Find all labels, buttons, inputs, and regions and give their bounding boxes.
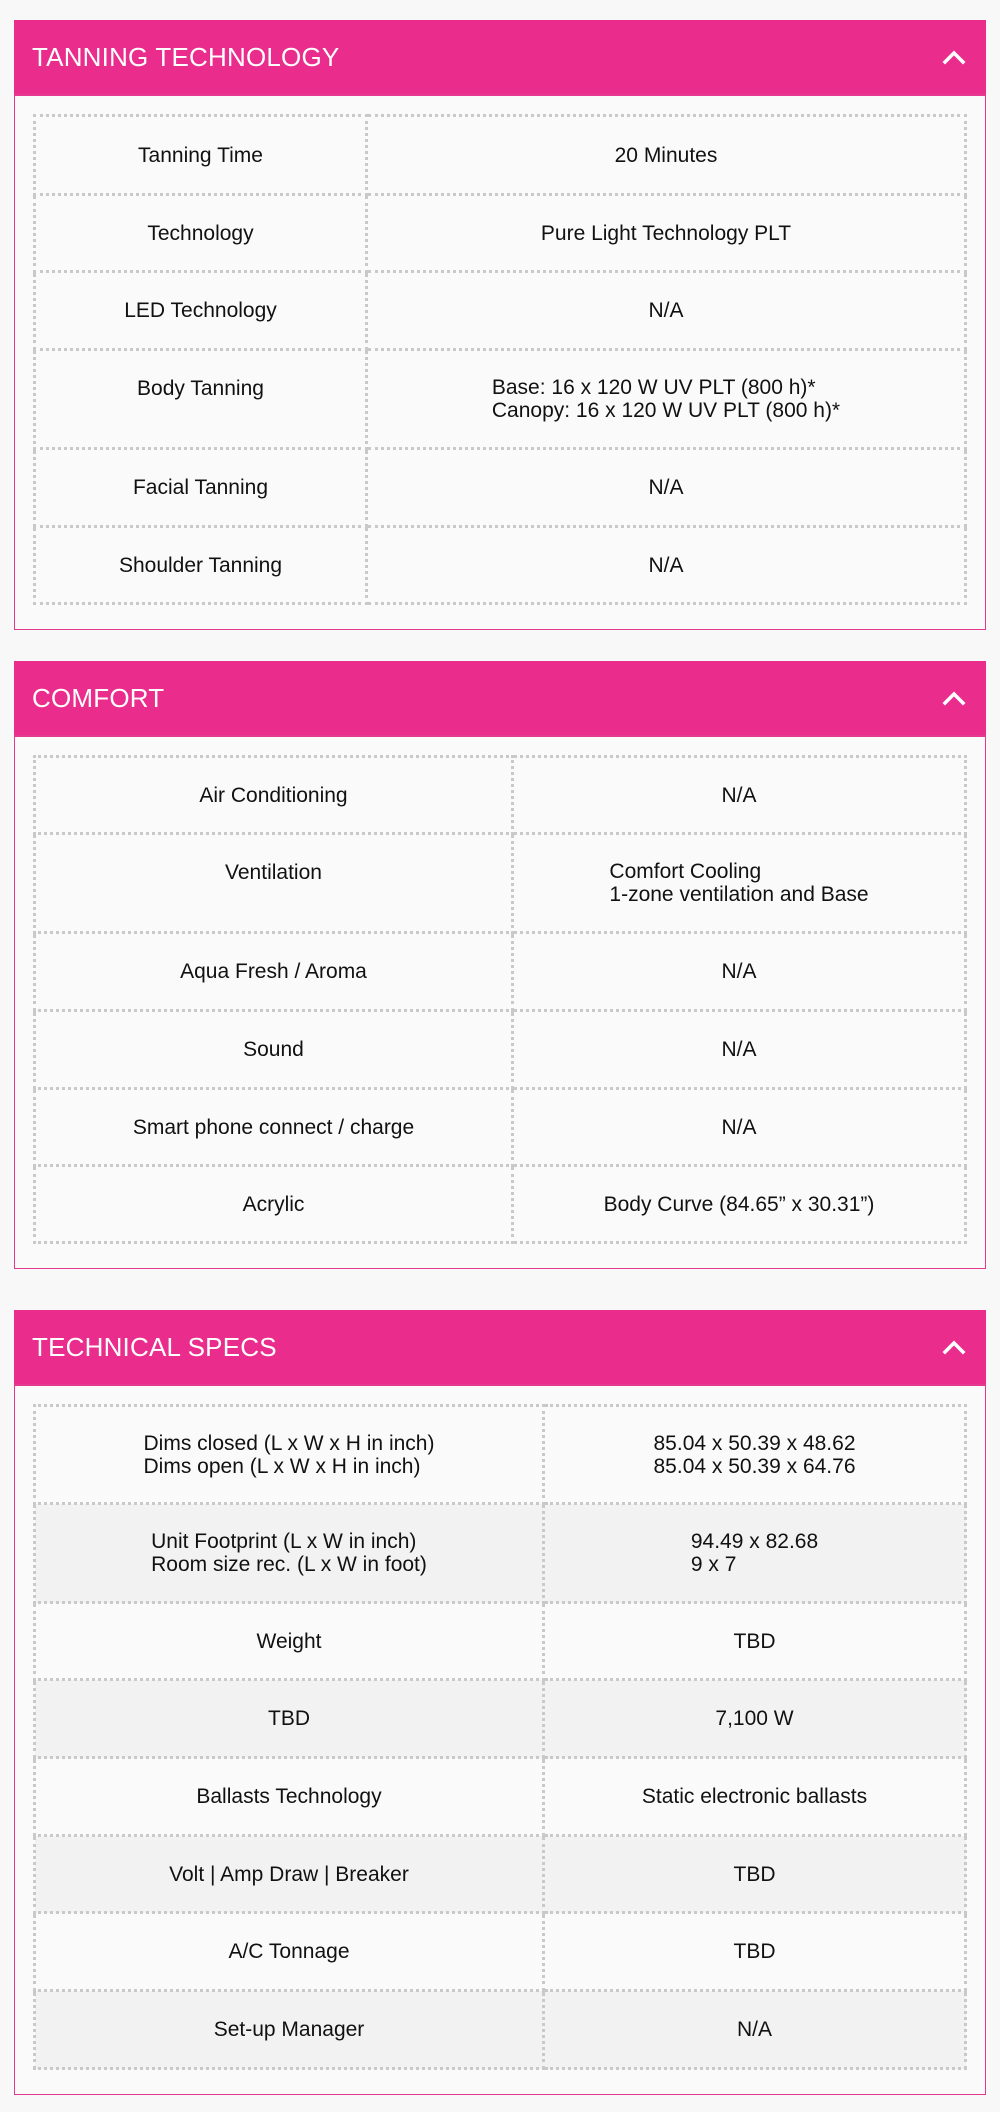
- table-row: [35, 1836, 966, 1913]
- spec-value: N/A: [513, 1011, 966, 1089]
- section-title: TECHNICAL SPECS: [32, 1331, 277, 1362]
- section-header-tanning-technology[interactable]: [14, 20, 986, 94]
- section-header-technical-specs[interactable]: [14, 1310, 986, 1384]
- spec-label: Ballasts Technology: [35, 1758, 544, 1836]
- spec-label-line: Dims closed (L x W x H in inch): [143, 1431, 435, 1455]
- table-row: [35, 1603, 966, 1680]
- spec-label: Weight: [35, 1603, 544, 1680]
- spec-label: TBD: [35, 1680, 544, 1758]
- spec-value: N/A: [513, 933, 966, 1011]
- spec-value: [544, 1504, 966, 1603]
- spec-label: Volt | Amp Draw | Breaker: [35, 1836, 544, 1913]
- table-row: [35, 1758, 966, 1836]
- spec-label: Shoulder Tanning: [35, 527, 367, 604]
- spec-value-line: Comfort Cooling: [609, 860, 762, 883]
- section-tanning-technology: [14, 20, 986, 630]
- section-title: TANNING TECHNOLOGY: [32, 41, 340, 72]
- spec-label-line: Unit Footprint (L x W in inch): [151, 1530, 417, 1553]
- table-row: [35, 1166, 966, 1243]
- table-row: [35, 527, 966, 604]
- chevron-up-icon[interactable]: [940, 1333, 968, 1361]
- spec-value: TBD: [544, 1913, 966, 1991]
- spec-label-line: Dims open (L x W x H in inch): [143, 1454, 421, 1478]
- spec-value: TBD: [544, 1603, 966, 1680]
- spec-value: N/A: [513, 1089, 966, 1166]
- spec-value-line: 9 x 7: [690, 1553, 737, 1576]
- section-body: [14, 735, 986, 1269]
- spec-label-line: Room size rec. (L x W in foot): [151, 1553, 427, 1576]
- spec-table: [33, 755, 967, 1244]
- spec-label: [35, 1406, 544, 1504]
- chevron-up-icon[interactable]: [940, 684, 968, 712]
- spec-table: [33, 114, 967, 605]
- spec-value: 7,100 W: [544, 1680, 966, 1758]
- spec-value: N/A: [367, 449, 966, 527]
- section-title: COMFORT: [32, 682, 165, 713]
- spec-label: Set-up Manager: [35, 1991, 544, 2069]
- table-row: [35, 834, 966, 933]
- table-row: [35, 933, 966, 1011]
- spec-value-line: 85.04 x 50.39 x 64.76: [653, 1454, 856, 1478]
- spec-label: A/C Tonnage: [35, 1913, 544, 1991]
- spec-label: Aqua Fresh / Aroma: [35, 933, 513, 1011]
- spec-table: [33, 1404, 967, 2070]
- spec-label: Air Conditioning: [35, 757, 513, 834]
- spec-value: [513, 834, 966, 933]
- spec-value: N/A: [513, 757, 966, 834]
- spec-value: Static electronic ballasts: [544, 1758, 966, 1836]
- spec-label: Sound: [35, 1011, 513, 1089]
- spec-value-line: 85.04 x 50.39 x 48.62: [653, 1431, 856, 1455]
- spec-label: Acrylic: [35, 1166, 513, 1243]
- spec-value: [544, 1406, 966, 1504]
- spec-label: Body Tanning: [35, 350, 367, 449]
- table-row: [35, 1991, 966, 2069]
- section-technical-specs: [14, 1310, 986, 2095]
- table-row: [35, 116, 966, 195]
- table-row: [35, 1011, 966, 1089]
- section-body: [14, 94, 986, 630]
- table-row: [35, 1406, 966, 1504]
- spec-value: TBD: [544, 1836, 966, 1913]
- spec-value: 20 Minutes: [367, 116, 966, 195]
- table-row: [35, 350, 966, 449]
- spec-value: Pure Light Technology PLT: [367, 195, 966, 272]
- table-row: [35, 1680, 966, 1758]
- table-row: [35, 757, 966, 834]
- spec-label: LED Technology: [35, 272, 367, 350]
- table-row: [35, 449, 966, 527]
- spec-value-line: 1-zone ventilation and Base: [609, 883, 869, 906]
- table-row: [35, 1504, 966, 1603]
- table-row: [35, 195, 966, 272]
- spec-value: N/A: [367, 527, 966, 604]
- spec-label: Facial Tanning: [35, 449, 367, 527]
- spec-value-line: Base: 16 x 120 W UV PLT (800 h)*: [491, 376, 816, 399]
- table-row: [35, 1913, 966, 1991]
- spec-value-line: 94.49 x 82.68: [690, 1530, 819, 1553]
- table-row: [35, 272, 966, 350]
- chevron-up-icon[interactable]: [940, 43, 968, 71]
- section-comfort: [14, 661, 986, 1269]
- spec-label: Technology: [35, 195, 367, 272]
- spec-value: N/A: [544, 1991, 966, 2069]
- spec-value: N/A: [367, 272, 966, 350]
- spec-label: [35, 1504, 544, 1603]
- spec-label: Smart phone connect / charge: [35, 1089, 513, 1166]
- spec-value-line: Canopy: 16 x 120 W UV PLT (800 h)*: [491, 399, 841, 422]
- spec-label: Tanning Time: [35, 116, 367, 195]
- spec-value: Body Curve (84.65” x 30.31”): [513, 1166, 966, 1243]
- spec-label: Ventilation: [35, 834, 513, 933]
- spec-value: [367, 350, 966, 449]
- table-row: [35, 1089, 966, 1166]
- section-body: [14, 1384, 986, 2095]
- section-header-comfort[interactable]: [14, 661, 986, 735]
